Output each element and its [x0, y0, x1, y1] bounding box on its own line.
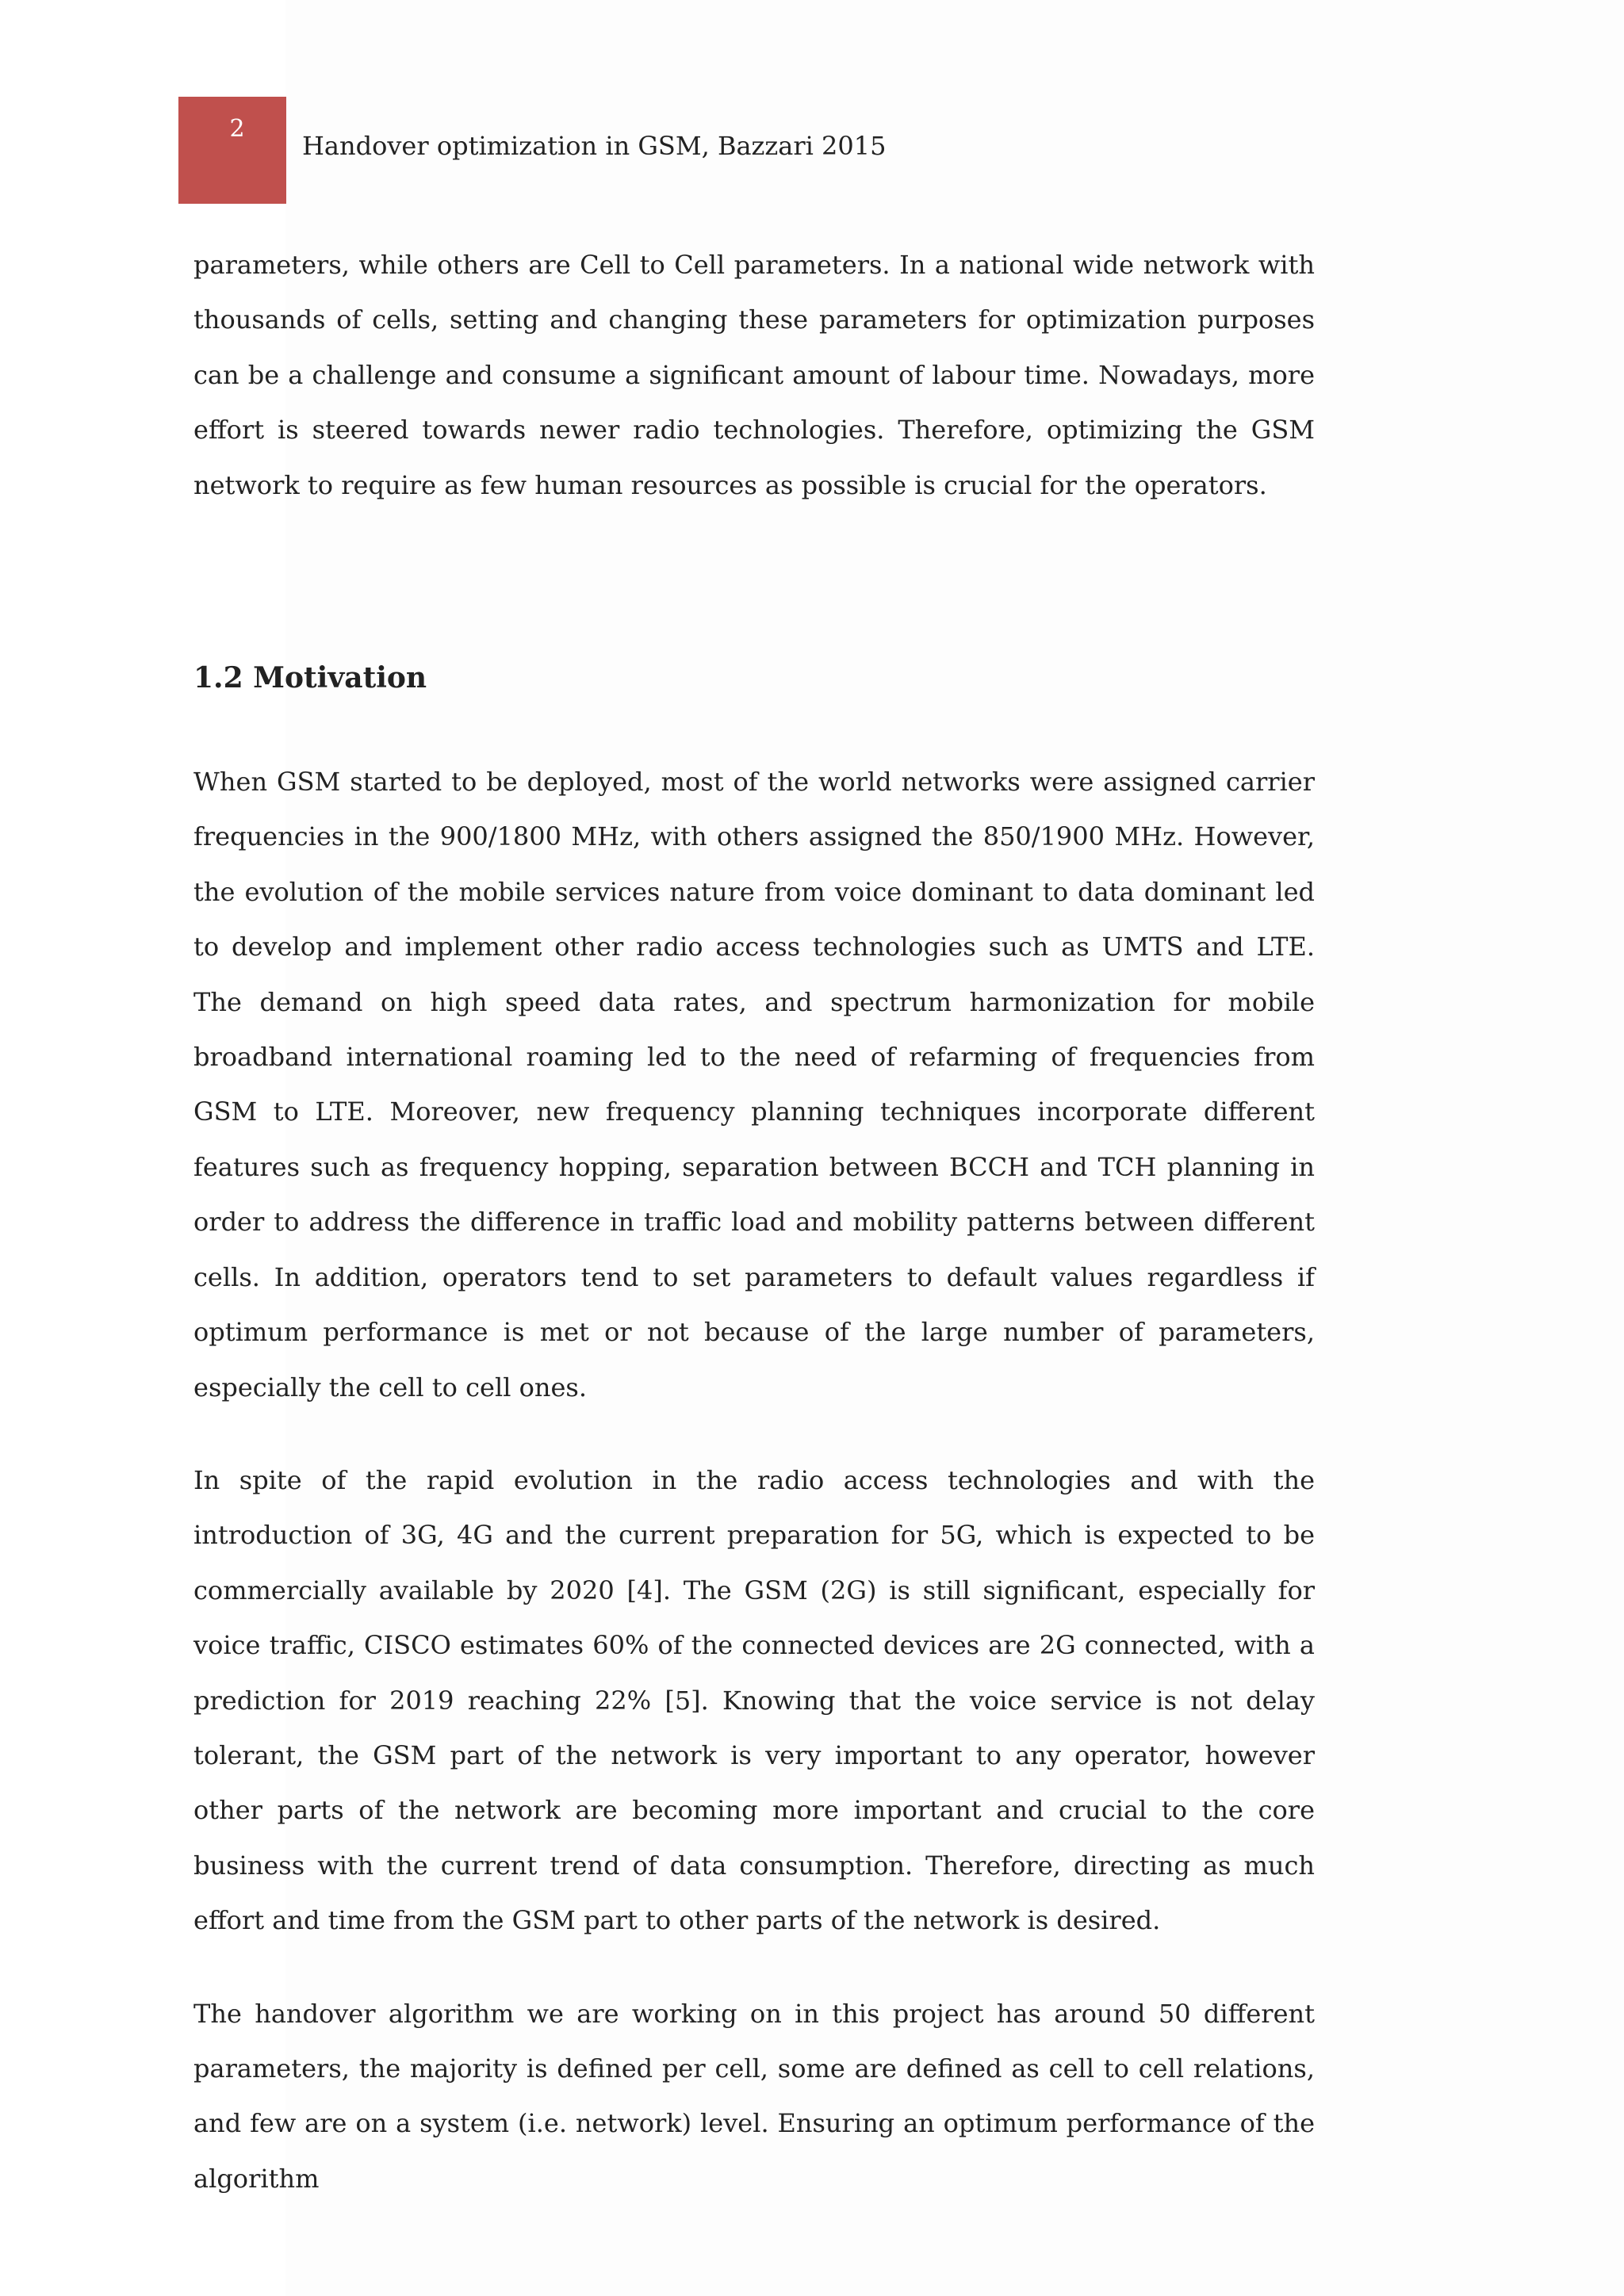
page-number-box [178, 97, 286, 204]
page-content [193, 238, 1315, 2206]
body-paragraph: When GSM started to be deployed, most of the world networks were assigned carrier frequencies in the 900/1800 MHz, with others assigned the 850/1900 MHz. However, the evolution of the mobile services nature from voice dominant to data dominant led to develop and implement other radio access technologies such as UMTS and LTE. The demand on high speed data rates, and spectrum harmonization for mobile broadband international roaming led to the need of refarming of frequencies from GSM to LTE. Moreover, new frequency planning techniques incorporate different features such as frequency hopping, separation between BCCH and TCH planning in order to address the difference in traffic load and mobility patterns between different cells. In addition, operators tend to set parameters to default values regardless if optimum performance is met or not because of the large number of parameters, especially the cell to cell ones. [193, 767, 1315, 1402]
section-heading: 1.2 Motivation [193, 661, 427, 695]
body-paragraph: In spite of the rapid evolution in the radio access technologies and with the introduction of 3G, 4G and the current preparation for 5G, which is expected to be commercially available by 2020 [4]. The GSM (2G) is still significant, especially for voice traffic, CISCO estimates 60% of the connected devices are 2G connected, with a prediction for 2019 reaching 22% [5]. Knowing that the voice service is not delay tolerant, the GSM part of the network is very important to any operator, however other parts of the network are becoming more important and crucial to the core business with the current trend of data consumption. Therefore, directing as much effort and time from the GSM part to other parts of the network is desired. [193, 1464, 1315, 1936]
body-paragraph-last: The handover algorithm we are working on in this project has around 50 different parameters, the majority is defined per cell, some are defined as cell to cell relations, and few are on a system (i.e. network) level. Ensuring an optimum performance of the algorithm [193, 1998, 1315, 2194]
page-number: 2 [229, 115, 245, 143]
intro-paragraph: parameters, while others are Cell to Cell parameters. In a national wide network with thousands of cells, setting and changing these parameters for optimization purposes can be a challenge and consume a significant amount of labour time. Nowadays, more effort is steered towards newer radio technologies. Therefore, optimizing the GSM network to require as few human resources as possible is crucial for the operators. [193, 250, 1315, 500]
running-header-title: Handover optimization in GSM, Bazzari 2015 [302, 131, 887, 161]
